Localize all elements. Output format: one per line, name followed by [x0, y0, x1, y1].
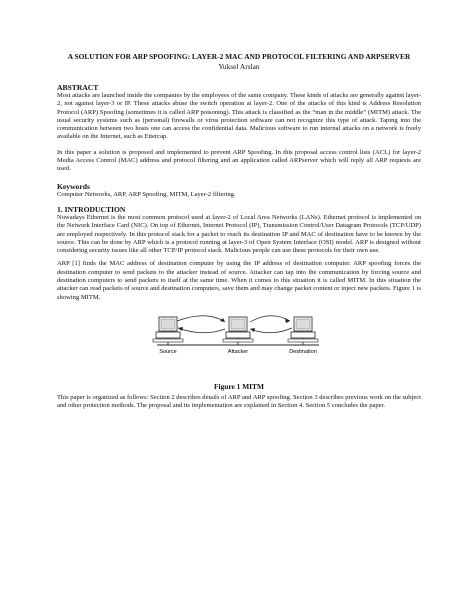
destination-computer-icon: [288, 317, 318, 342]
keywords-text: Computer Networks, ARP, ARP Spoofing, MITM, Layer-2 filtering.: [57, 190, 236, 198]
introduction-heading: 1. INTRODUCTION: [57, 204, 126, 214]
destination-to-attacker-arrow: [250, 328, 292, 333]
paper-title: A SOLUTION FOR ARP SPOOFING: LAYER-2 MAC AND PROTOCOL FILTERING AND ARPSERVER: [67, 52, 411, 61]
arrowhead-icon: [250, 328, 255, 332]
abstract-section: [57, 83, 421, 174]
keywords-heading: Keywords: [57, 181, 90, 191]
abstract-heading: ABSTRACT: [57, 83, 99, 92]
author-name: Yuksel Arslan: [218, 62, 260, 71]
destination-label: Destination: [289, 348, 317, 355]
keywords-section: [57, 182, 421, 199]
abstract-paragraph-1: Most attacks are launched inside the companies by the employees of the same company. These kinds of attacks are generally against layer-2, not against layer-3 or IP. These attacks abuse the switch operation at layer-2. One of the attacks of this kind is Address Resolution Protocol (ARP) Spoofing (sometimes it is called ARP poisoning). This attack is classified as the “man in the middle” (MITM) attack. The usual security systems such as (personal) firewalls or virus protection software can not recognize this type of attack. Taping into the communication between two hosts one can access the confidential data. Malicious software to run internal attacks on a network is freely available on the Internet, such as Ettercap.: [57, 92, 421, 141]
mitm-figure: [57, 306, 421, 366]
source-to-attacker-arrow: [177, 316, 225, 322]
closing-paragraph: This paper is organized as follows: Section 2 describes details of ARP and ARP spoofing. Section 3 describes previous work on the subject and other protection methods. The proposal and its implementation are explained in Section 4. Section 5 concludes the paper.: [57, 393, 421, 410]
attacker-to-destination-arrow: [250, 316, 290, 322]
attacker-to-source-arrow: [178, 328, 225, 333]
figure-caption: Figure 1 MITM: [214, 381, 264, 391]
source-label: Source: [159, 348, 177, 355]
attacker-label: Attacker: [227, 348, 249, 355]
mitm-diagram: [57, 306, 421, 366]
arrowhead-icon: [220, 318, 225, 322]
introduction-paragraph-1: Nowadays Ethernet is the most common protocol used at layer-2 of Local Area Networks (LANs). Ethernet protocol is implemented on the Network Interface Card (NIC). On top of Ethernet, Internet Protocol (IP), Transmission Control/User Datagram Protocols (TCP/UDP) are employed respectively. In this protocol stack for a packet to reach its destination IP and MAC of destination have to be known by the source. This can be done by ARP which is a protocol running at layer-3 of Open System Interface (OSI) model. ARP is designed without considering security issues like all other TCP/IP protocol stack. Malicious people can use these protocols for their own use.: [57, 213, 421, 255]
paper-page: [57, 52, 421, 411]
introduction-section: [57, 205, 421, 302]
arrowhead-icon: [178, 327, 183, 331]
abstract-paragraph-2: In this paper a solution is proposed and implemented to prevent ARP Spoofing. In this proposal access control lists (ACL) for layer-2 Media Access Control (MAC) address and protocol filtering and an application called ARPserver which will reply all ARP requests are used.: [57, 148, 421, 173]
attacker-computer-icon: [223, 317, 253, 342]
introduction-paragraph-2: ARP [1] finds the MAC address of destination computer by using the IP address of destination computer. ARP spoofing forces the destination computer to send packets to the attacker instead of source. Attacker can tap into the communication by forcing source and destination computers to send packets to itself at the same time. When it comes to this situation it is called MITM. In this situation the attacker can read packets of source and destination computers, save them and may change packet content or inject new packets. Figure 1 is showing MITM.: [57, 260, 421, 301]
